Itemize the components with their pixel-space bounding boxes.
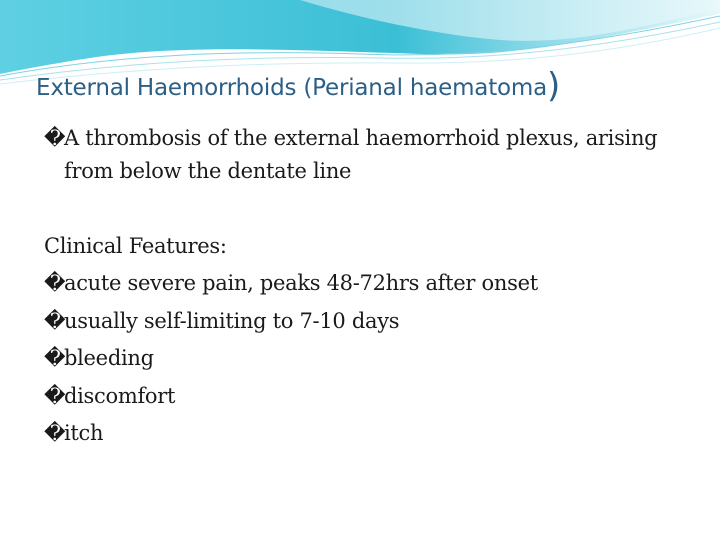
section-heading: Clinical Features:	[44, 234, 227, 258]
list-item	[44, 303, 684, 341]
feature-text: itch	[64, 421, 104, 445]
slide-title-paren: )	[547, 66, 561, 106]
intro-text: A thrombosis of the external haemorrhoid plexus, arising from below the dentate line	[64, 126, 658, 183]
feature-text: bleeding	[64, 346, 154, 370]
feature-text: acute severe pain, peaks 48-72hrs after onset	[64, 271, 538, 295]
bullet-glyph-icon: �	[44, 383, 66, 408]
bullet-glyph-icon: �	[44, 421, 66, 445]
slide-body	[44, 122, 684, 453]
spacer	[44, 188, 684, 228]
feature-text: discomfort	[64, 383, 176, 408]
bullet-glyph-icon: �	[44, 126, 66, 150]
list-item	[44, 265, 684, 303]
features-list	[44, 265, 684, 453]
bullet-glyph-icon: �	[44, 308, 66, 333]
bullet-glyph-icon: �	[44, 271, 66, 295]
list-item	[44, 378, 684, 416]
list-item	[44, 415, 684, 453]
feature-text: usually self-limiting to 7-10 days	[64, 308, 400, 333]
intro-bullet	[44, 122, 684, 188]
slide-title-text: External Haemorrhoids (Perianal haematoma	[36, 75, 547, 101]
list-item	[44, 340, 684, 378]
bullet-glyph-icon: �	[44, 346, 66, 370]
slide-title	[36, 66, 560, 106]
